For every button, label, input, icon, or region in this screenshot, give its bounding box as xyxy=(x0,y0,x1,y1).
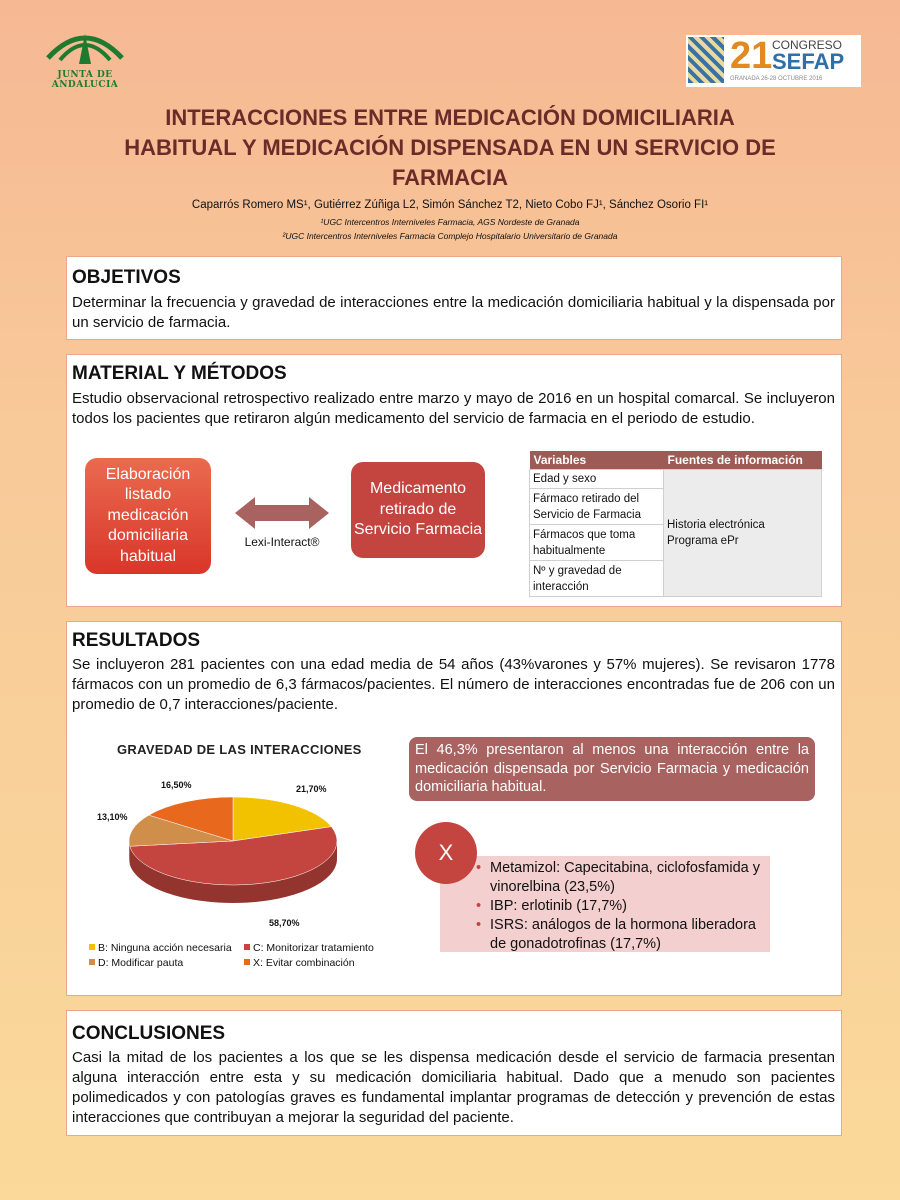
conclusiones-text: Casi la mitad de los pacientes a los que se les dispensa medicación desde el servicio de farmacia presentan alguna interacción entre esta y su medicación domiciliaria habitual. Dado que a menudo son pacientes polimedicados y con patologías graves es fundamental implantar programas de detección y prevención de estas interacciones que contribuyan a mejorar la seguridad del paciente. xyxy=(72,1049,835,1126)
lexi-interact-label: Lexi-Interact® xyxy=(244,535,320,549)
legend-label-d: D: Modificar pauta xyxy=(98,957,184,969)
list-item: • IBP: erlotinib (17,7%) xyxy=(490,897,770,916)
granada-tile-icon xyxy=(688,37,724,83)
title-line-1: INTERACCIONES ENTRE MEDICACIÓN DOMICILIARIA xyxy=(165,105,735,130)
medicamento-retirado-box: Medicamento retirado de Servicio Farmacia xyxy=(351,462,485,558)
congress-name: SEFAP xyxy=(772,49,845,74)
table-row: Fármaco retirado del Servicio de Farmacia xyxy=(530,489,664,525)
table-header-sources: Fuentes de información xyxy=(664,451,822,470)
resultados-text: Se incluyeron 281 pacientes con una edad media de 54 años (43%varones y 57% mujeres). Se revisaron 1778 fármacos con un promedio de 6,3 fármacos/pacientes. El número de interacciones encontradas fue de 206 con un promedio de 0,7 interacciones/paciente. xyxy=(72,656,835,713)
legend-swatch-d xyxy=(89,959,95,965)
conclusiones-section xyxy=(66,1010,842,1136)
table-row: Edad y sexo xyxy=(530,470,664,489)
metodos-section xyxy=(66,354,842,607)
congress-date: GRANADA 26-28 OCTUBRE 2016 xyxy=(730,76,823,82)
objetivos-heading: OBJETIVOS xyxy=(72,267,181,288)
junta-logo-icon xyxy=(40,20,130,70)
interactions-list-box xyxy=(440,856,770,952)
table-row: Nº y gravedad de interacción xyxy=(530,561,664,597)
x-circle-icon: X xyxy=(415,822,477,884)
table-header-variables: Variables xyxy=(530,451,664,470)
legend-swatch-x xyxy=(244,959,250,965)
metodos-heading: MATERIAL Y MÉTODOS xyxy=(72,363,287,384)
chart-title: GRAVEDAD DE LAS INTERACCIONES xyxy=(117,742,362,757)
objetivos-section xyxy=(66,256,842,340)
metodos-text: Estudio observacional retrospectivo realizado entre marzo y mayo de 2016 en un hospital comarcal. Se incluyeron todos los pacientes que retiraron algún medicamento del servicio de farmacia en el periodo de estudio. xyxy=(72,390,835,427)
table-source-cell: Historia electrónica Programa ePr xyxy=(664,470,822,597)
medicacion-domiciliaria-box: Elaboración listado medicación domiciliaria habitual xyxy=(85,458,211,574)
legend-swatch-b xyxy=(89,944,95,950)
resultados-heading: RESULTADOS xyxy=(72,630,201,651)
pie-chart xyxy=(67,622,397,992)
legend-item-x xyxy=(244,957,355,969)
title-line-3: FARMACIA xyxy=(391,165,509,190)
congress-label: CONGRESO xyxy=(772,38,843,52)
affiliation-1: ¹UGC Intercentros Interniveles Farmacia, AGS Nordeste de Granada xyxy=(320,217,580,227)
pie-label-b: 21,70% xyxy=(296,784,327,794)
poster-title xyxy=(80,103,820,193)
legend-item-c xyxy=(244,942,374,954)
callout-box: El 46,3% presentaron al menos una interacción entre la medicación dispensada por Servicio Farmacia y medicación domiciliaria habitual. xyxy=(409,737,815,801)
congress-number: 21 xyxy=(730,35,773,77)
list-item: • ISRS: análogos de la hormona liberadora de gonadotrofinas (17,7%) xyxy=(490,916,770,954)
title-line-2: HABITUAL Y MEDICACIÓN DISPENSADA EN UN SERVICIO DE xyxy=(124,135,776,160)
resultados-section xyxy=(66,621,842,996)
legend-label-c: C: Monitorizar tratamiento xyxy=(253,942,374,954)
objetivos-text: Determinar la frecuencia y gravedad de interacciones entre la medicación domiciliaria habitual y la dispensada por un servicio de farmacia. xyxy=(72,294,835,331)
sefap-logo xyxy=(686,35,861,87)
legend-item-b xyxy=(89,942,232,954)
pie-label-x: 16,50% xyxy=(161,780,192,790)
legend-swatch-c xyxy=(244,944,250,950)
authors: Caparrós Romero MS¹, Gutiérrez Zúñiga L2, Simón Sánchez T2, Nieto Cobo FJ¹, Sánchez Osorio FI¹ xyxy=(191,199,709,211)
junta-logo xyxy=(40,20,130,90)
legend-item-d xyxy=(89,957,183,969)
conclusiones-heading: CONCLUSIONES xyxy=(72,1023,226,1044)
table-row: Fármacos que toma habitualmente xyxy=(530,525,664,561)
affiliation-2: ²UGC Intercentros Interniveles Farmacia Complejo Hospitalario Universitario de Granada xyxy=(282,231,618,241)
legend-label-x: X: Evitar combinación xyxy=(253,957,355,969)
pie-label-c: 58,70% xyxy=(269,918,300,928)
legend-label-b: B: Ninguna acción necesaria xyxy=(98,942,232,954)
variables-table xyxy=(529,451,822,597)
junta-logo-text: JUNTA DE ANDALUCIA xyxy=(51,70,119,90)
list-item: • Metamizol: Capecitabina, ciclofosfamida y vinorelbina (23,5%) xyxy=(490,859,770,897)
bidirectional-arrow-icon xyxy=(235,497,329,529)
pie-label-d: 13,10% xyxy=(97,812,128,822)
